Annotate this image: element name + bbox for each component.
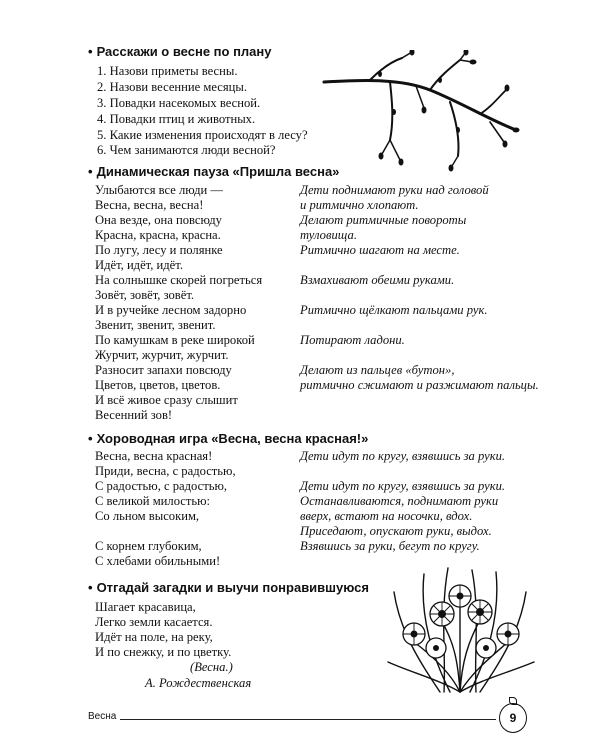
action-line: и ритмично хлопают. — [300, 198, 419, 212]
plan-item: 3. Повадки насекомых весной. — [97, 96, 261, 110]
plan-item: 5. Какие изменения происходят в лесу? — [97, 128, 308, 142]
section-title-plan: • Расскажи о весне по плану — [88, 44, 272, 59]
riddle-line: Идёт на поле, на реку, — [95, 630, 213, 644]
poem-line: Журчит, журчит, журчит. — [95, 348, 229, 362]
action-line: Взмахивают обеими руками. — [300, 273, 455, 287]
poem-line: Приди, весна, с радостью, — [95, 464, 236, 478]
riddle-author: А. Рождественская — [145, 676, 252, 690]
poem-line: Она везде, она повсюду — [95, 213, 222, 227]
section-title-round-dance: • Хороводная игра «Весна, весна красная!» — [88, 431, 369, 446]
page-number: 9 — [499, 703, 527, 733]
poem-line: Звенит, звенит, звенит. — [95, 318, 216, 332]
riddle-line: Шагает красавица, — [95, 600, 196, 614]
action-line: Делают ритмичные повороты — [300, 213, 467, 227]
action-line: Взявшись за руки, бегут по кругу. — [300, 539, 480, 553]
action-line: Делают из пальцев «бутон», — [300, 363, 455, 377]
section-title-dynamic-pause: • Динамическая пауза «Пришла весна» — [88, 164, 340, 179]
poem-line: Разносит запахи повсюду — [95, 363, 232, 377]
action-line: Дети идут по кругу, взявшись за руки. — [300, 479, 506, 493]
poem-line: Весенний зов! — [95, 408, 173, 422]
poem-line: Весна, весна красная! — [95, 449, 213, 463]
action-line: Дети поднимают руки над головой — [300, 183, 489, 197]
riddle-line: Легко земли касается. — [95, 615, 213, 629]
riddle-line: И по снежку, и по цветку. — [95, 645, 232, 659]
poem-line: Со льном высоким, — [95, 509, 200, 523]
poem-line: Идёт, идёт, идёт. — [95, 258, 183, 272]
action-line: Ритмично шагают на месте. — [300, 243, 460, 257]
action-line: Потирают ладони. — [300, 333, 405, 347]
action-line: Останавливаются, поднимают руки — [300, 494, 499, 508]
branch-illustration — [320, 50, 520, 175]
plan-item: 1. Назови приметы весны. — [97, 64, 238, 78]
poem-line: Весна, весна, весна! — [95, 198, 204, 212]
footer-rule — [120, 719, 496, 720]
plan-item: 4. Повадки птиц и животных. — [97, 112, 256, 126]
plan-item: 6. Чем занимаются люди весной? — [97, 143, 276, 157]
action-line: туловища. — [300, 228, 358, 242]
poem-line: По лугу, лесу и полянке — [95, 243, 223, 257]
poem-line: На солнышке скорей погреться — [95, 273, 263, 287]
section-title-riddles: • Отгадай загадки и выучи понравившуюся — [88, 580, 369, 595]
action-line: ритмично сжимают и разжимают пальцы. — [300, 378, 539, 392]
action-line: Ритмично щёлкают пальцами рук. — [300, 303, 488, 317]
poem-line: С радостью, с радостью, — [95, 479, 228, 493]
poem-line: И в ручейке лесном задорно — [95, 303, 247, 317]
poem-line: С корнем глубоким, — [95, 539, 202, 553]
poem-line: По камушкам в реке широкой — [95, 333, 255, 347]
action-line: Дети идут по кругу, взявшись за руки. — [300, 449, 506, 463]
poem-line: Красна, красна, красна. — [95, 228, 221, 242]
spring-flowers-illustration — [380, 562, 540, 697]
poem-line: Зовёт, зовёт, зовёт. — [95, 288, 195, 302]
action-line: Приседают, опускают руки, выдох. — [300, 524, 492, 538]
action-line: вверх, встают на носочки, вдох. — [300, 509, 473, 523]
poem-line: С великой милостью: — [95, 494, 211, 508]
footer-section-label: Весна — [88, 711, 117, 722]
poem-line: Цветов, цветов, цветов. — [95, 378, 221, 392]
poem-line: Улыбаются все люди — — [95, 183, 223, 197]
poem-line: С хлебами обильными! — [95, 554, 221, 568]
plan-item: 2. Назови весенние месяцы. — [97, 80, 247, 94]
poem-line: И всё живое сразу слышит — [95, 393, 238, 407]
riddle-answer: (Весна.) — [190, 660, 233, 674]
